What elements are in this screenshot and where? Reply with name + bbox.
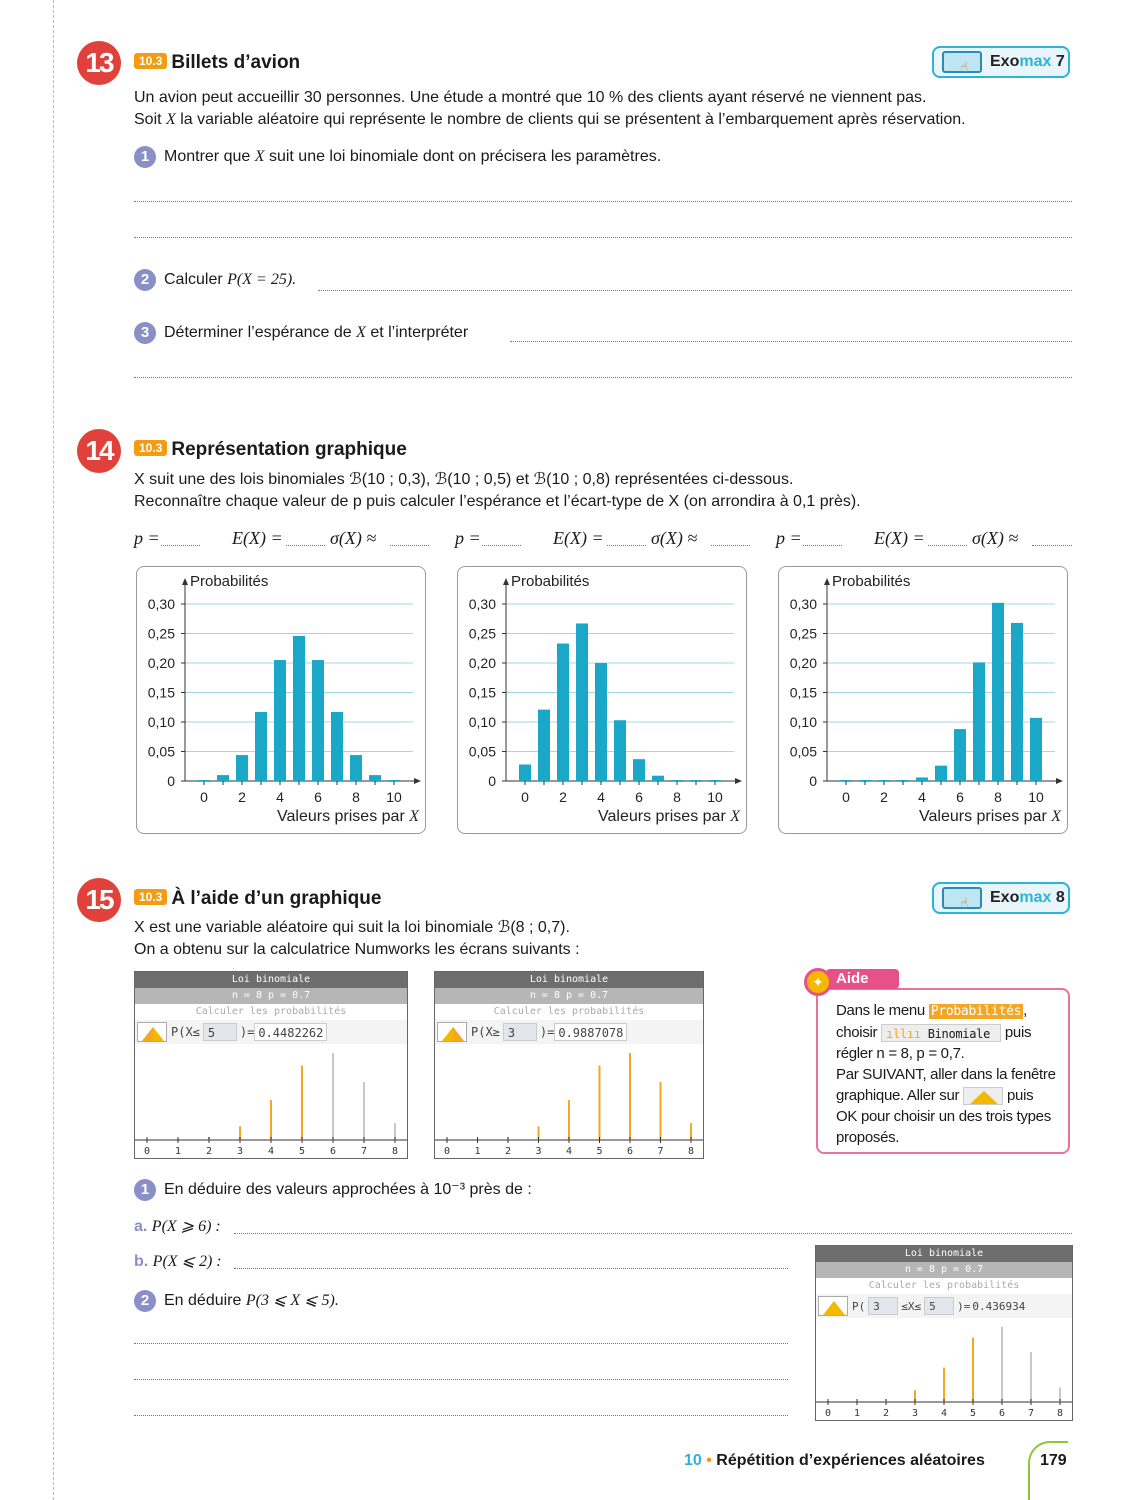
fill-s-1: σ(X) ≈ — [330, 528, 377, 548]
x-tick-label: 6 — [956, 789, 964, 805]
aide-line-6: OK pour choisir un des trois types — [836, 1108, 1051, 1125]
chart-box-3 — [778, 566, 1068, 834]
calc-tick-label: 6 — [998, 1408, 1006, 1419]
question-number: 1 — [134, 1179, 156, 1201]
y-tick-label: 0,25 — [468, 625, 496, 642]
calc-tick-label: 2 — [205, 1146, 213, 1157]
chart-box-2 — [457, 566, 747, 834]
x-tick-label: 4 — [918, 789, 926, 805]
x-tick-label: 2 — [238, 789, 246, 805]
calc-result: 0.4482262 — [254, 1023, 327, 1041]
fill-s-2: σ(X) ≈ — [651, 528, 698, 548]
exomax-label: Exomax 7 — [990, 53, 1065, 70]
answer-line[interactable] — [286, 545, 325, 546]
y-tick-label: 0,20 — [789, 655, 817, 671]
answer-line[interactable] — [928, 545, 967, 546]
binomial-chart-1 — [137, 567, 427, 835]
y-tick-label: 0,05 — [468, 743, 496, 760]
intro-line-1: X suit une des lois binomiales ℬ(10 ; 0,3), ℬ(10 ; 0,5) et ℬ(10 ; 0,8) représentées ci-dessous. — [134, 471, 794, 488]
exercise-15-intro — [134, 917, 794, 961]
distribution-interval-icon — [818, 1296, 848, 1316]
x-axis-label: Valeurs prises par X — [598, 808, 740, 825]
y-tick-label: 0,10 — [147, 714, 175, 730]
fill-p-1: p = — [134, 528, 160, 548]
x-tick-label: 4 — [597, 789, 605, 805]
bar-x3 — [897, 780, 909, 781]
bar-x10 — [388, 780, 400, 781]
calc-params: n = 8 p = 0.7 — [435, 988, 703, 1004]
binomial-chart-2 — [458, 567, 748, 835]
bar-x4 — [916, 777, 928, 781]
intro-line-1: X est une variable aléatoire qui suit la loi binomiale ℬ(8 ; 0,7). — [134, 919, 570, 936]
bar-x1 — [217, 775, 229, 781]
calc-tick-label: 1 — [853, 1408, 861, 1419]
calc-graph-3 — [816, 1318, 1072, 1420]
bar-x1 — [538, 710, 550, 781]
calc-input-field[interactable]: 3 — [503, 1023, 537, 1041]
section-tag: 10.3 — [134, 53, 167, 69]
lightbulb-icon: ✦ — [804, 968, 832, 996]
bar-x8 — [992, 603, 1004, 781]
calc-subtitle: Calculer les probabilités — [493, 1006, 645, 1017]
calc-tick-label: 1 — [474, 1146, 481, 1157]
exercise-13-question-2: 2 Calculer P(X = 25). — [134, 269, 296, 291]
bar-x9 — [1011, 623, 1023, 781]
answer-line[interactable] — [390, 545, 429, 546]
exercise-14-title: Représentation graphique — [171, 439, 407, 460]
y-axis-arrow — [824, 578, 830, 585]
bar-x9 — [369, 775, 381, 781]
chart-box-1 — [136, 566, 426, 834]
x-axis-label: Valeurs prises par X — [919, 808, 1061, 825]
answer-line[interactable] — [134, 201, 1072, 202]
fill-p-3: p = — [776, 528, 802, 548]
exercise-13-number: 13 — [77, 41, 121, 85]
y-tick-label: 0,20 — [147, 655, 175, 671]
answer-line[interactable] — [607, 545, 646, 546]
y-tick-label: 0,30 — [789, 596, 817, 612]
x-tick-label: 8 — [994, 789, 1002, 805]
aide-line-4: Par SUIVANT, aller dans la fenêtre — [836, 1066, 1056, 1083]
exercise-13-heading — [134, 52, 300, 74]
exomax-label: Exomax 8 — [990, 889, 1065, 906]
answer-line[interactable] — [318, 290, 1072, 291]
bar-x7 — [973, 662, 985, 781]
calc-graph-2 — [435, 1044, 703, 1158]
exercise-15-question-b: b. P(X ⩽ 2) : — [134, 1253, 222, 1270]
section-tag: 10.3 — [134, 440, 167, 456]
page-corner-decoration — [1028, 1441, 1068, 1500]
calc-subtitle: Calculer les probabilités — [868, 1280, 1020, 1291]
x-axis-arrow — [735, 778, 742, 784]
answer-line[interactable] — [482, 545, 521, 546]
bar-x6 — [633, 759, 645, 781]
aide-line-3: régler n = 8, p = 0,7. — [836, 1045, 965, 1062]
calc-tick-label: 8 — [687, 1146, 695, 1157]
bar-x1 — [859, 780, 871, 781]
answer-line[interactable] — [510, 341, 1072, 342]
x-tick-label: 10 — [386, 789, 402, 805]
x-tick-label: 0 — [200, 789, 208, 805]
fill-p-2: p = — [455, 528, 481, 548]
y-axis-arrow — [503, 578, 509, 585]
page-number: 179 — [1040, 1452, 1067, 1469]
bar-x3 — [576, 623, 588, 781]
y-axis-label: Probabilités — [832, 573, 911, 590]
calc-input-row: P( 3 ≤X≤ 5 )= 0.436934 — [816, 1294, 1072, 1318]
bar-x2 — [557, 644, 569, 781]
tablet-hand-icon: ☝ — [942, 887, 982, 909]
binomial-chart-3 — [779, 567, 1069, 835]
x-axis-arrow — [414, 778, 421, 784]
intro-line-1: Un avion peut accueillir 30 personnes. Une étude a montré que 10 % des clients ayant réservé ne viennent pas. — [134, 89, 927, 106]
exercise-14-number: 14 — [77, 429, 121, 473]
bar-x5 — [935, 766, 947, 781]
calc-tick-label: 6 — [626, 1146, 634, 1157]
fill-e-1: E(X) = — [232, 528, 283, 548]
aide-line-2: choisir ıllıı Binomiale puis — [836, 1024, 1032, 1042]
calc-tick-label: 3 — [911, 1408, 919, 1419]
y-axis-label: Probabilités — [190, 573, 269, 590]
bar-x0 — [519, 764, 531, 781]
bar-x0 — [840, 780, 852, 781]
y-tick-label: 0 — [488, 773, 496, 789]
x-tick-label: 0 — [842, 789, 850, 805]
calc-tick-label: 2 — [504, 1146, 512, 1157]
exercise-14-heading — [134, 439, 407, 461]
exercise-15-question-2: 2 En déduire P(3 ⩽ X ⩽ 5). — [134, 1290, 339, 1312]
bar-x2 — [236, 755, 248, 781]
calc-result: 0.436934 — [972, 1299, 1026, 1313]
calc-params: n = 8 p = 0.7 — [135, 988, 407, 1004]
bar-x6 — [312, 660, 324, 781]
exercise-13-question-3: 3 Déterminer l’espérance de X et l’interpréter — [134, 322, 468, 344]
bar-x4 — [595, 663, 607, 781]
bar-x10 — [709, 780, 721, 781]
calc-graph-1 — [135, 1044, 407, 1158]
y-tick-label: 0,30 — [468, 596, 496, 612]
bar-x6 — [954, 729, 966, 781]
exercise-15-number: 15 — [77, 878, 121, 922]
exercise-13-title: Billets d’avion — [171, 52, 301, 73]
calc-input-row: P(X≥ 3 )= 0.9887078 — [435, 1020, 703, 1044]
calc-tick-label: 8 — [391, 1146, 399, 1157]
answer-line[interactable] — [134, 1343, 788, 1344]
aide-box — [816, 988, 1070, 1154]
calc-header: Loi binomiale — [435, 972, 703, 988]
calc-tick-label: 1 — [174, 1146, 182, 1157]
x-tick-label: 4 — [276, 789, 284, 805]
x-tick-label: 10 — [707, 789, 723, 805]
y-tick-label: 0,15 — [789, 684, 817, 701]
x-tick-label: 8 — [352, 789, 360, 805]
calculator-screen-2 — [434, 971, 704, 1159]
calc-input-field-2[interactable]: 5 — [924, 1297, 954, 1315]
calc-tick-label: 5 — [596, 1146, 603, 1157]
x-tick-label: 2 — [880, 789, 888, 805]
calc-tick-label: 8 — [1056, 1408, 1064, 1419]
calc-tick-label: 7 — [1027, 1408, 1035, 1419]
fill-s-3: σ(X) ≈ — [972, 528, 1019, 548]
calc-tick-label: 4 — [267, 1146, 275, 1157]
answer-line[interactable] — [1032, 545, 1072, 546]
footer-chapter: 10 • Répétition d’expériences aléatoires — [684, 1452, 985, 1469]
calc-params: n = 8 p = 0.7 — [816, 1262, 1072, 1278]
question-number: 1 — [134, 146, 156, 168]
calc-tick-label: 2 — [882, 1408, 890, 1419]
bar-x10 — [1030, 718, 1042, 781]
intro-line-2: On a obtenu sur la calculatrice Numworks les écrans suivants : — [134, 941, 580, 958]
x-tick-label: 2 — [559, 789, 567, 805]
fill-e-2: E(X) = — [553, 528, 604, 548]
x-tick-label: 8 — [673, 789, 681, 805]
exercise-15-heading — [134, 888, 381, 910]
calc-tick-label: 0 — [443, 1146, 451, 1157]
calc-result: 0.9887078 — [554, 1023, 627, 1041]
calc-tick-label: 4 — [565, 1146, 573, 1157]
calc-tick-label: 5 — [298, 1146, 306, 1157]
calc-subtitle: Calculer les probabilités — [195, 1006, 347, 1017]
aide-tag: Aide — [826, 969, 899, 989]
exomax-7-button[interactable] — [932, 46, 1070, 78]
bar-x9 — [690, 780, 702, 781]
bar-x8 — [350, 755, 362, 781]
x-axis-label: Valeurs prises par X — [277, 808, 419, 825]
bar-x4 — [274, 660, 286, 781]
calc-input-row: P(X≤ 5 )= 0.4482262 — [135, 1020, 407, 1044]
y-tick-label: 0,25 — [789, 625, 817, 642]
y-tick-label: 0,05 — [147, 743, 175, 760]
answer-line[interactable] — [134, 1379, 788, 1380]
calc-tick-label: 0 — [824, 1408, 832, 1419]
answer-line[interactable] — [234, 1268, 788, 1269]
calc-tick-label: 6 — [329, 1146, 337, 1157]
calc-tick-label: 5 — [969, 1408, 977, 1419]
exercise-13-intro — [134, 87, 1074, 131]
answer-line[interactable] — [134, 1415, 788, 1416]
aide-line-7: proposés. — [836, 1129, 900, 1146]
y-tick-label: 0,15 — [147, 684, 175, 701]
y-axis-arrow — [182, 578, 188, 585]
calc-tick-label: 4 — [940, 1408, 948, 1419]
aide-line-5: graphique. Aller sur puis — [836, 1087, 1034, 1104]
y-tick-label: 0,30 — [147, 596, 175, 612]
distribution-left-icon — [137, 1022, 167, 1042]
answer-line[interactable] — [234, 1233, 1072, 1234]
bar-x0 — [198, 780, 210, 781]
calculator-screen-1 — [134, 971, 408, 1159]
y-tick-label: 0,10 — [789, 714, 817, 730]
y-tick-label: 0 — [167, 773, 175, 789]
answer-line[interactable] — [711, 545, 750, 546]
answer-line[interactable] — [134, 377, 1072, 378]
intro-line-2: Reconnaître chaque valeur de p puis calculer l’espérance et l’écart-type de X (on arrondira à 0,1 près). — [134, 493, 861, 510]
calc-tick-label: 3 — [535, 1146, 542, 1157]
calc-header: Loi binomiale — [135, 972, 407, 988]
calc-tick-label: 7 — [657, 1146, 664, 1157]
y-tick-label: 0,10 — [468, 714, 496, 730]
exercise-15-question-1: 1 En déduire des valeurs approchées à 10⁻³ près de : — [134, 1179, 532, 1201]
answer-line[interactable] — [134, 237, 1072, 238]
y-tick-label: 0 — [809, 773, 817, 789]
aide-line-1: Dans le menu Probabilités , — [836, 1002, 1028, 1019]
binomiale-button: ıllıı Binomiale — [881, 1024, 1001, 1042]
x-axis-arrow — [1056, 778, 1063, 784]
calc-input-field-1[interactable]: 3 — [868, 1297, 898, 1315]
calc-header: Loi binomiale — [816, 1246, 1072, 1262]
bar-x2 — [878, 780, 890, 781]
question-number: 3 — [134, 322, 156, 344]
y-tick-label: 0,20 — [468, 655, 496, 671]
margin-cut-line — [53, 0, 54, 1500]
x-tick-label: 0 — [521, 789, 529, 805]
bar-x5 — [614, 720, 626, 781]
x-tick-label: 6 — [314, 789, 322, 805]
calc-tick-label: 3 — [236, 1146, 244, 1157]
bar-x7 — [331, 712, 343, 781]
y-tick-label: 0,05 — [789, 743, 817, 760]
exercise-15-title: À l’aide d’un graphique — [171, 888, 382, 909]
bar-x7 — [652, 776, 664, 781]
bar-x3 — [255, 712, 267, 781]
y-tick-label: 0,15 — [468, 684, 496, 701]
bell-curve-icon — [963, 1087, 1003, 1105]
answer-line[interactable] — [161, 545, 200, 546]
x-tick-label: 10 — [1028, 789, 1044, 805]
bar-x8 — [671, 780, 683, 781]
distribution-right-icon — [437, 1022, 467, 1042]
bar-x5 — [293, 636, 305, 781]
fill-e-3: E(X) = — [874, 528, 925, 548]
question-number: 2 — [134, 1290, 156, 1312]
exercise-14-intro — [134, 469, 1074, 513]
menu-probabilites: Probabilités — [930, 1004, 1022, 1019]
section-tag: 10.3 — [134, 889, 167, 905]
calc-tick-label: 0 — [143, 1146, 151, 1157]
exercise-13-question-1: 1 Montrer que X suit une loi binomiale dont on précisera les paramètres. — [134, 146, 661, 168]
calc-input-field[interactable]: 5 — [203, 1023, 237, 1041]
exercise-15-question-a: a. P(X ⩾ 6) : — [134, 1218, 221, 1235]
tablet-hand-icon: ☝ — [942, 51, 982, 73]
calc-tick-label: 7 — [360, 1146, 368, 1157]
y-axis-label: Probabilités — [511, 573, 590, 590]
answer-line[interactable] — [803, 545, 842, 546]
question-number: 2 — [134, 269, 156, 291]
y-tick-label: 0,25 — [147, 625, 175, 642]
exomax-8-button[interactable] — [932, 882, 1070, 914]
calculator-screen-3 — [815, 1245, 1073, 1421]
intro-line-2: Soit X la variable aléatoire qui représente le nombre de clients qui se présentent à l’embarquement après réservation. — [134, 111, 966, 128]
x-tick-label: 6 — [635, 789, 643, 805]
